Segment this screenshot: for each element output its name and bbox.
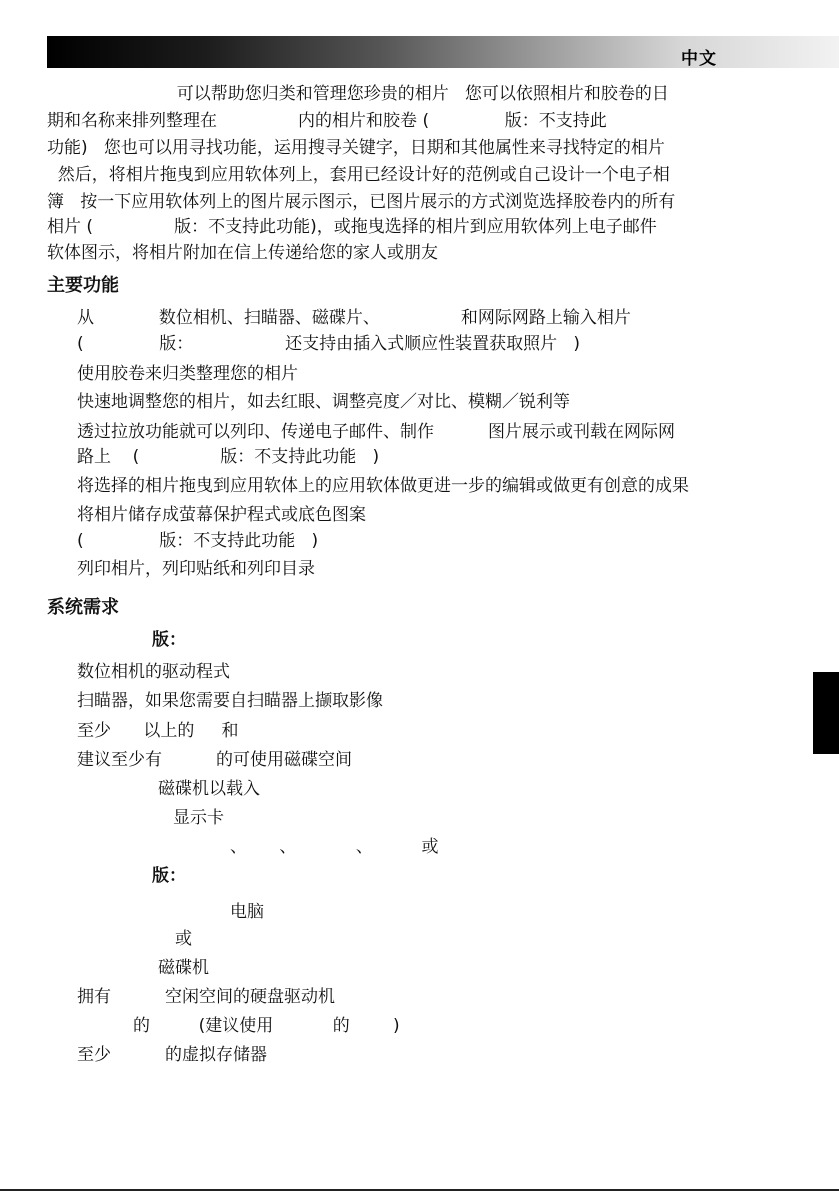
- header-gradient-bar: [47, 36, 839, 68]
- feature-line: 从 数位相机、扫瞄器、磁碟片、 和网际网路上输入相片: [77, 308, 631, 328]
- intro-line: 期和名称来排列整理在 内的相片和胶卷 ( 版：不支持此: [47, 111, 607, 131]
- feature-line: 将相片储存成萤幕保护程式或底色图案: [77, 505, 366, 525]
- feature-line: 透过拉放功能就可以列印、传递电子邮件、制作 图片展示或刊载在网际网: [77, 422, 676, 442]
- requirement-line: 至少 以上的 和: [77, 721, 239, 741]
- mac-version-label: 版：: [152, 866, 186, 886]
- requirement-line: 的 (建议使用 的 ): [133, 1016, 400, 1036]
- requirement-line: 数位相机的驱动程式: [77, 662, 230, 682]
- feature-line: 列印相片，列印贴纸和列印目录: [77, 559, 315, 579]
- requirement-line: 建议至少有 的可使用磁碟空间: [77, 750, 353, 770]
- intro-line: 簿 按一下应用软体列上的图片展示图示，已图片展示的方式浏览选择胶卷内的所有: [47, 192, 676, 212]
- feature-line: ( 版： 还支持由插入式顺应性装置获取照片 ): [77, 334, 580, 354]
- intro-line: 相片 ( 版：不支持此功能)，或拖曳选择的相片到应用软体列上电子邮件: [47, 217, 657, 237]
- feature-line: 将选择的相片拖曳到应用软体上的应用软体做更进一步的编辑或做更有创意的成果: [77, 476, 689, 496]
- language-label: 中文: [681, 49, 717, 69]
- side-language-tab: [813, 672, 839, 754]
- requirement-line: 至少 的虚拟存储器: [77, 1045, 268, 1065]
- intro-line: 软体图示，将相片附加在信上传递给您的家人或朋友: [47, 243, 438, 263]
- requirement-line: 、 、 、 或: [230, 837, 439, 857]
- system-requirements-heading: 系统需求: [47, 597, 119, 618]
- intro-line: 可以帮助您归类和管理您珍贵的相片 您可以依照相片和胶卷的日: [47, 84, 669, 104]
- requirement-line: 拥有 空闲空间的硬盘驱动机: [77, 987, 336, 1007]
- requirement-line: 扫瞄器，如果您需要自扫瞄器上撷取影像: [77, 691, 383, 711]
- feature-line: ( 版：不支持此功能 ): [77, 531, 319, 551]
- intro-line: 功能) 您也可以用寻找功能，运用搜寻关键字，日期和其他属性来寻找特定的相片: [47, 138, 665, 158]
- requirement-line: 电脑: [230, 902, 264, 922]
- requirement-line: 显示卡: [173, 808, 224, 828]
- requirement-line: 磁碟机以载入: [158, 779, 260, 799]
- requirement-line: 磁碟机: [158, 958, 209, 978]
- intro-line: 然后，将相片拖曳到应用软体列上，套用已经设计好的范例或自己设计一个电子相: [47, 165, 670, 185]
- windows-version-label: 版：: [152, 630, 186, 650]
- feature-line: 使用胶卷来归类整理您的相片: [77, 364, 298, 384]
- feature-line: 路上 ( 版：不支持此功能 ): [77, 447, 380, 467]
- main-features-heading: 主要功能: [47, 275, 119, 296]
- feature-line: 快速地调整您的相片，如去红眼、调整亮度／对比、模糊／锐利等: [77, 392, 570, 412]
- requirement-line: 或: [175, 929, 192, 949]
